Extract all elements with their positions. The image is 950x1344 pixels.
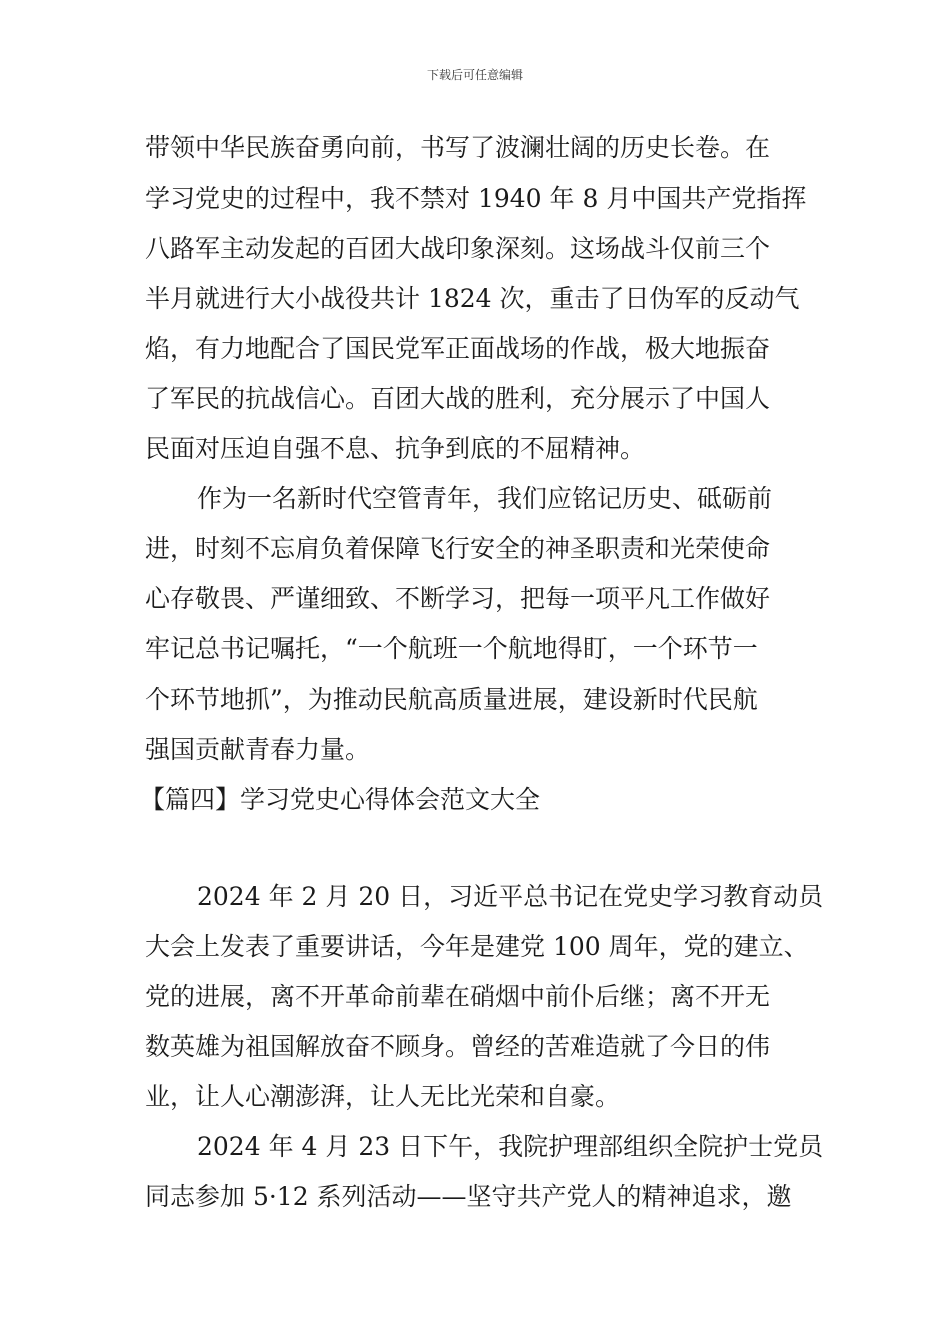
text-line: 个环节地抓”，为推动民航高质量进展，建设新时代民航 — [145, 685, 758, 714]
text-line: 进，时刻不忘肩负着保障飞行安全的神圣职责和光荣使命 — [145, 534, 771, 563]
text-line: 八路军主动发起的百团大战印象深刻。这场战斗仅前三个 — [145, 234, 771, 263]
text-line: 业，让人心潮澎湃，让人无比光荣和自豪。 — [145, 1082, 621, 1111]
text-line: 半月就进行大小战役共计 1824 次，重击了日伪军的反动气 — [145, 284, 800, 313]
text-line: 同志参加 5·12 系列活动——坚守共产党人的精神追求，邀 — [145, 1182, 792, 1211]
text-line: 民面对压迫自强不息、抗争到底的不屈精神。 — [145, 434, 646, 463]
paragraph-first-line: 2024 年 2 月 20 日，习近平总书记在党史学习教育动员 — [197, 882, 824, 911]
text-line: 数英雄为祖国解放奋不顾身。曾经的苦难造就了今日的伟 — [145, 1032, 771, 1061]
section-heading: 【篇四】学习党史心得体会范文大全 — [140, 785, 541, 814]
text-line: 焰，有力地配合了国民党军正面战场的作战，极大地振奋 — [145, 334, 771, 363]
text-line: 牢记总书记嘱托，“一个航班一个航地得盯，一个环节一 — [145, 634, 758, 663]
page-header-note: 下载后可任意编辑 — [426, 68, 523, 82]
paragraph-first-line: 作为一名新时代空管青年，我们应铭记历史、砥砺前 — [197, 484, 773, 513]
text-line: 党的进展，离不开革命前辈在硝烟中前仆后继；离不开无 — [145, 982, 771, 1011]
text-line: 了军民的抗战信心。百团大战的胜利，充分展示了中国人 — [145, 384, 771, 413]
text-line: 大会上发表了重要讲话，今年是建党 100 周年，党的建立、 — [145, 932, 809, 961]
text-line: 强国贡献青春力量。 — [145, 735, 371, 764]
text-line: 学习党史的过程中，我不禁对 1940 年 8 月中国共产党指挥 — [145, 184, 807, 213]
text-line: 带领中华民族奋勇向前，书写了波澜壮阔的历史长卷。在 — [145, 133, 771, 162]
paragraph-first-line: 2024 年 4 月 23 日下午，我院护理部组织全院护士党员 — [197, 1132, 824, 1161]
text-line: 心存敬畏、严谨细致、不断学习，把每一项平凡工作做好 — [145, 584, 771, 613]
